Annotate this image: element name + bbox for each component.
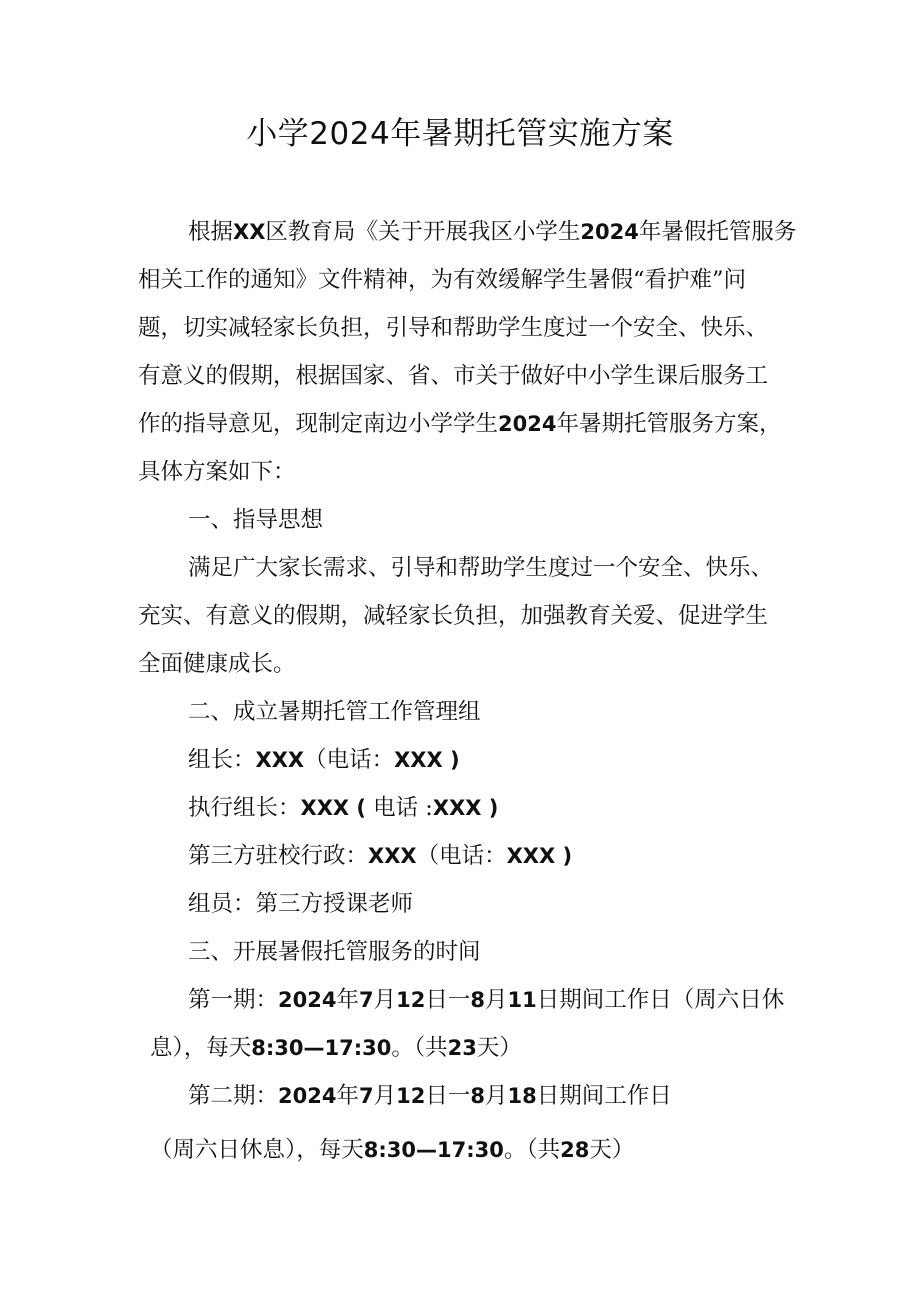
year-number: 2024 bbox=[278, 988, 337, 1012]
text-segment: 年暑期托管服务方案， bbox=[556, 411, 782, 437]
document-body bbox=[138, 208, 798, 1174]
section-1-heading: 一、指导思想 bbox=[188, 507, 324, 533]
section-1-line-3: 全面健康成长。 bbox=[138, 651, 296, 677]
text-segment: 。（共 bbox=[503, 1137, 561, 1163]
intro-line-1 bbox=[138, 208, 798, 256]
year-number: 2024 bbox=[498, 412, 557, 436]
text-segment: 月 bbox=[373, 1083, 397, 1109]
section-2-heading: 二、成立暑期托管工作管理组 bbox=[188, 699, 481, 725]
time-range: 8:30—17:30 bbox=[363, 1138, 504, 1162]
day-number: 12 bbox=[396, 1084, 426, 1108]
intro-line-2: 相关工作的通知》文件精神，为有效缓解学生暑假“看护难”问 bbox=[138, 267, 747, 293]
text-segment: 息），每天 bbox=[150, 1035, 252, 1061]
day-number: 12 bbox=[396, 988, 426, 1012]
members-line: 组员：第三方授课老师 bbox=[188, 891, 414, 917]
group-leader-line bbox=[138, 736, 798, 784]
text-segment: 天） bbox=[476, 1035, 522, 1061]
text-segment: 第一期： bbox=[188, 987, 279, 1013]
month-number: 8 bbox=[470, 1084, 485, 1108]
period-1-line-1 bbox=[138, 976, 798, 1024]
text-segment: 日期间工作日 bbox=[536, 1083, 672, 1109]
text-segment: 月 bbox=[485, 987, 508, 1013]
text-segment: 根据 bbox=[188, 219, 234, 245]
text-segment: 区教育局《关于开展我区小学生 bbox=[265, 219, 581, 245]
year-number: 2024 bbox=[580, 220, 639, 244]
phone-placeholder: XXX ) bbox=[432, 796, 499, 820]
day-count: 28 bbox=[560, 1138, 590, 1162]
text-segment: 电话 : bbox=[366, 795, 433, 821]
time-range: 8:30—17:30 bbox=[251, 1036, 392, 1060]
text-segment: 月 bbox=[485, 1083, 508, 1109]
text-segment: （电话： bbox=[304, 747, 395, 773]
day-number: 18 bbox=[507, 1084, 537, 1108]
phone-placeholder: XXX ) bbox=[394, 748, 460, 772]
section-1-line-2: 充实、有意义的假期，减轻家长负担，加强教育关爱、促进学生 bbox=[138, 603, 769, 629]
text-segment: （周六日休息），每天 bbox=[150, 1137, 364, 1163]
executive-leader-line bbox=[138, 784, 798, 832]
period-2-line-2 bbox=[138, 1126, 798, 1174]
month-number: 7 bbox=[358, 1084, 374, 1108]
day-number: 11 bbox=[507, 988, 537, 1012]
intro-line-6: 具体方案如下： bbox=[138, 459, 296, 485]
third-party-admin-line bbox=[138, 832, 798, 880]
month-number: 7 bbox=[358, 988, 374, 1012]
text-segment: 执行组长： bbox=[188, 795, 301, 821]
text-segment: 日一 bbox=[425, 987, 471, 1013]
text-segment: （电话： bbox=[416, 843, 507, 869]
name-placeholder: XXX bbox=[255, 748, 305, 772]
text-segment: 日期间工作日（周六日休 bbox=[536, 987, 785, 1013]
year-number: 2024 bbox=[278, 1084, 337, 1108]
text-segment: 第二期： bbox=[188, 1083, 279, 1109]
section-1-line-1: 满足广大家长需求、引导和帮助学生度过一个安全、快乐、 bbox=[188, 555, 774, 581]
name-placeholder: XXX bbox=[368, 844, 417, 868]
period-1-line-2 bbox=[138, 1024, 798, 1072]
district-placeholder: XX bbox=[233, 220, 266, 244]
intro-line-3: 题，切实减轻家长负担，引导和帮助学生度过一个安全、快乐、 bbox=[138, 315, 769, 341]
name-placeholder: XXX ( bbox=[300, 796, 366, 820]
text-segment: 年 bbox=[336, 1083, 359, 1109]
day-count: 23 bbox=[447, 1036, 477, 1060]
text-segment: 年暑假托管服务 bbox=[638, 219, 797, 245]
section-3-heading: 三、开展暑假托管服务的时间 bbox=[188, 939, 481, 965]
intro-line-4: 有意义的假期，根据国家、省、市关于做好中小学生课后服务工 bbox=[138, 363, 769, 389]
text-segment: 作的指导意见，现制定南边小学学生 bbox=[138, 411, 499, 437]
text-segment: 年 bbox=[336, 987, 359, 1013]
text-segment: 。（共 bbox=[391, 1035, 448, 1061]
text-segment: 月 bbox=[373, 987, 397, 1013]
month-number: 8 bbox=[470, 988, 485, 1012]
period-2-line-1 bbox=[138, 1072, 798, 1120]
phone-placeholder: XXX ) bbox=[506, 844, 573, 868]
intro-line-5 bbox=[138, 400, 798, 448]
text-segment: 天） bbox=[589, 1137, 635, 1163]
text-segment: 日一 bbox=[425, 1083, 471, 1109]
document-title: 小学2024年暑期托管实施方案 bbox=[246, 116, 674, 152]
text-segment: 组长： bbox=[188, 747, 256, 773]
text-segment: 第三方驻校行政： bbox=[188, 843, 369, 869]
